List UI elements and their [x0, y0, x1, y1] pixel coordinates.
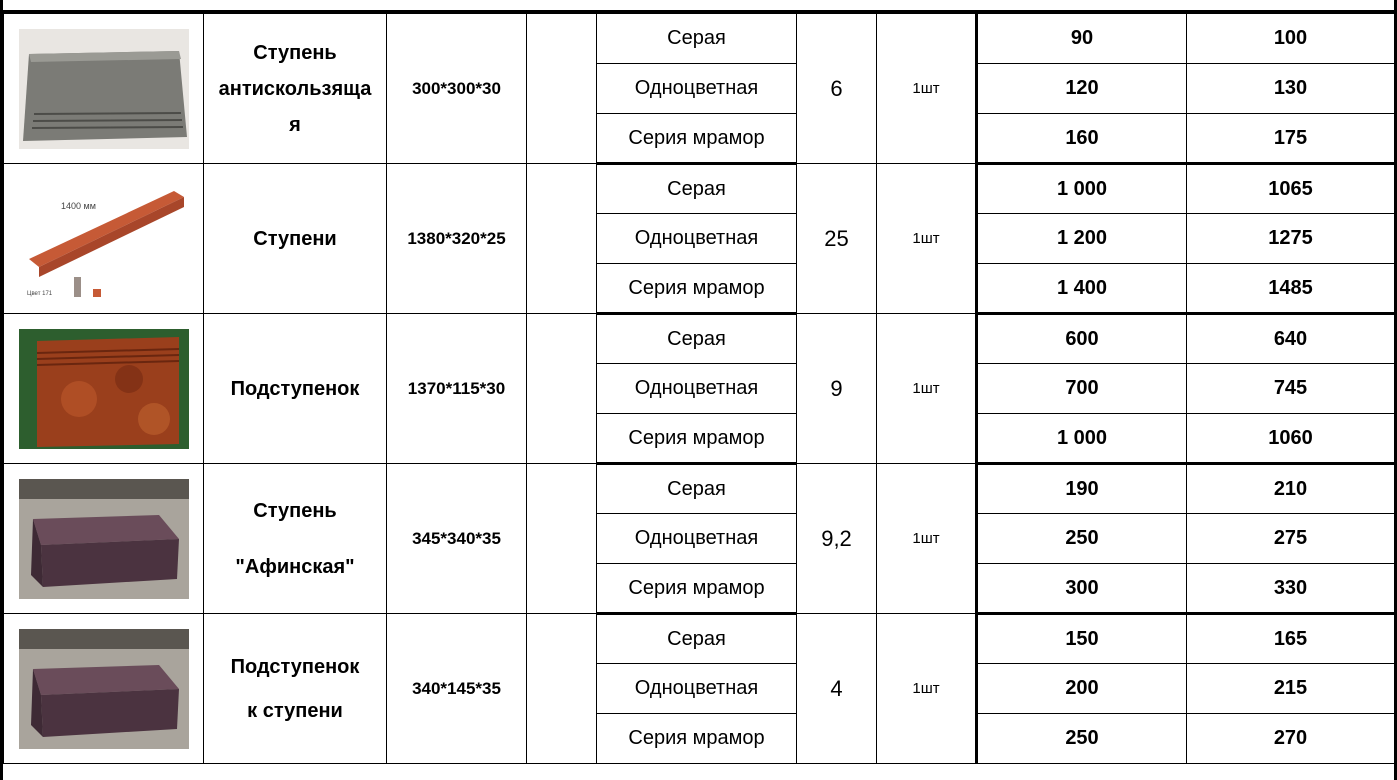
price-1: 700: [977, 364, 1187, 414]
product-weight: 9: [797, 314, 877, 464]
product-size: 340*145*35: [387, 614, 527, 764]
empty-cell: [527, 614, 597, 764]
price-2: 1065: [1187, 164, 1395, 214]
table-row: [4, 14, 1395, 64]
empty-cell: [527, 14, 597, 164]
price-1: 600: [977, 314, 1187, 364]
empty-cell: [527, 314, 597, 464]
product-image-cell: [4, 164, 204, 314]
price-1: 150: [977, 614, 1187, 664]
price-2: 100: [1187, 14, 1395, 64]
product-unit: 1шт: [877, 614, 977, 764]
variant-type: Серая: [597, 464, 797, 514]
price-1: 1 200: [977, 214, 1187, 264]
product-image-cell: [4, 464, 204, 614]
product-image-cell: [4, 314, 204, 464]
product-name: Ступень антискользяща я: [204, 14, 387, 164]
variant-type: Серия мрамор: [597, 714, 797, 764]
table-row: [4, 614, 1395, 664]
variant-type: Серия мрамор: [597, 114, 797, 164]
table-row: [4, 464, 1395, 514]
image-text-top: 1400 мм: [60, 200, 96, 211]
price-2: 175: [1187, 114, 1395, 164]
price-1: 300: [977, 564, 1187, 614]
variant-type: Серая: [597, 614, 797, 664]
empty-cell: [527, 164, 597, 314]
price-1: 1 000: [977, 414, 1187, 464]
price-1: 250: [977, 714, 1187, 764]
athens-step-photo-icon: [19, 479, 189, 599]
product-weight: 4: [797, 614, 877, 764]
product-name: Ступени: [204, 164, 387, 314]
product-name: Подступенок: [204, 314, 387, 464]
product-image-cell: [4, 614, 204, 764]
price-2: 210: [1187, 464, 1395, 514]
variant-type: Серая: [597, 164, 797, 214]
price-2: 1275: [1187, 214, 1395, 264]
price-2: 745: [1187, 364, 1395, 414]
price-1: 190: [977, 464, 1187, 514]
product-weight: 25: [797, 164, 877, 314]
variant-type: Серия мрамор: [597, 564, 797, 614]
price-2: 275: [1187, 514, 1395, 564]
top-border: [0, 0, 1397, 13]
step-photo-icon: [19, 179, 189, 299]
variant-type: Одноцветная: [597, 64, 797, 114]
product-size: 1370*115*30: [387, 314, 527, 464]
variant-type: Серая: [597, 14, 797, 64]
variant-type: Серая: [597, 314, 797, 364]
price-1: 1 000: [977, 164, 1187, 214]
variant-type: Одноцветная: [597, 214, 797, 264]
anti-slip-step-photo-icon: [19, 29, 189, 149]
price-1: 250: [977, 514, 1187, 564]
price-1: 120: [977, 64, 1187, 114]
variant-type: Одноцветная: [597, 364, 797, 414]
product-weight: 9,2: [797, 464, 877, 614]
price-2: 215: [1187, 664, 1395, 714]
price-2: 270: [1187, 714, 1395, 764]
price-1: 1 400: [977, 264, 1187, 314]
variant-type: Серия мрамор: [597, 264, 797, 314]
price-2: 1485: [1187, 264, 1395, 314]
product-size: 345*340*35: [387, 464, 527, 614]
variant-type: Одноцветная: [597, 514, 797, 564]
product-image-cell: [4, 14, 204, 164]
price-2: 1060: [1187, 414, 1395, 464]
price-2: 165: [1187, 614, 1395, 664]
empty-cell: [527, 464, 597, 614]
price-1: 160: [977, 114, 1187, 164]
price-table: [3, 13, 1395, 764]
price-2: 130: [1187, 64, 1395, 114]
product-unit: 1шт: [877, 164, 977, 314]
riser-to-step-photo-icon: [19, 629, 189, 749]
product-unit: 1шт: [877, 464, 977, 614]
price-2: 640: [1187, 314, 1395, 364]
product-unit: 1шт: [877, 314, 977, 464]
image-text-bottom: Цвет 171: [26, 290, 52, 297]
variant-type: Серия мрамор: [597, 414, 797, 464]
riser-photo-icon: [19, 329, 189, 449]
table-row: [4, 164, 1395, 214]
product-size: 300*300*30: [387, 14, 527, 164]
product-name: Ступень "Афинская": [204, 464, 387, 614]
variant-type: Одноцветная: [597, 664, 797, 714]
price-1: 90: [977, 14, 1187, 64]
product-weight: 6: [797, 14, 877, 164]
price-2: 330: [1187, 564, 1395, 614]
product-unit: 1шт: [877, 14, 977, 164]
product-name: Подступенок к ступени: [204, 614, 387, 764]
table-row: [4, 314, 1395, 364]
price-1: 200: [977, 664, 1187, 714]
product-size: 1380*320*25: [387, 164, 527, 314]
